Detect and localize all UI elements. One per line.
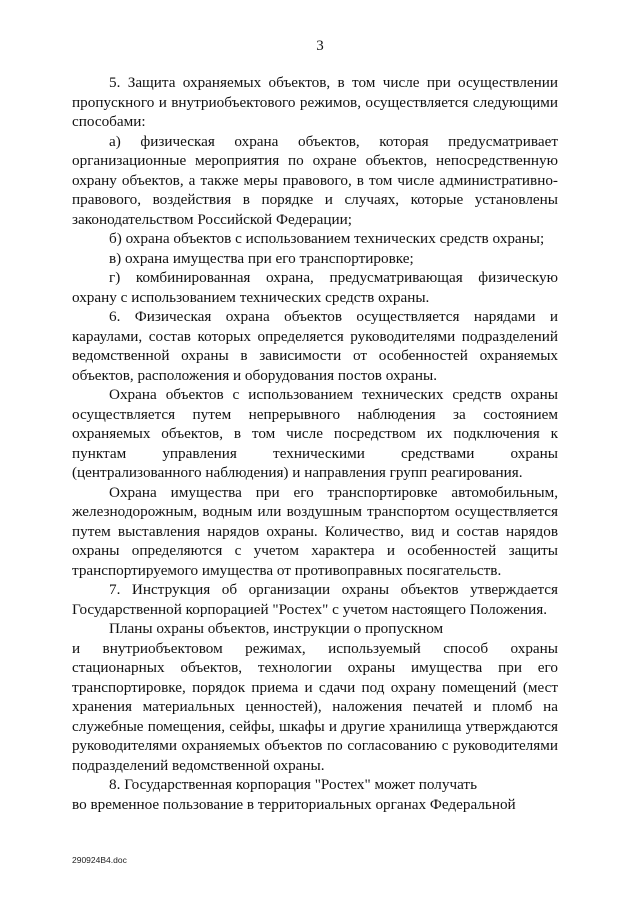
page-number: 3 <box>316 38 324 54</box>
document-file-code: 290924B4.doc <box>72 855 127 865</box>
paragraph-5b: б) охрана объектов с использованием технических средств охраны; <box>109 230 545 247</box>
paragraph-6-transport: Охрана имущества при его транспортировке автомобильным, железнодорожным, водным или воздушным транспортом осуществляется путем выставления нарядов охраны. Количество, вид и состав нарядов охраны определяются с учетом характера и особенностей защиты транспортируемого имущества от противоправных посягательств. <box>72 483 558 579</box>
paragraph-7: 7. Инструкция об организации охраны объектов утверждается Государственной корпорацией "Ростех" с учетом настоящего Положения. <box>72 581 558 618</box>
paragraph-5-intro: 5. Защита охраняемых объектов, в том числе при осуществлении пропускного и внутриобъектового режимов, осуществляется следующими способами: <box>72 74 558 130</box>
paragraph-6: 6. Физическая охрана объектов осуществляется нарядами и караулами, состав которых определяется руководителями подразделений ведомственной охраны в зависимости от особенностей охраняемых объектов, расположения и оборудования постов охраны. <box>72 308 558 384</box>
paragraph-5v: в) охрана имущества при его транспортировке; <box>109 249 414 267</box>
paragraph-7-plans: Планы охраны объектов, инструкции о пропускном и внутриобъектовом режимах, используемый способ охраны стационарных объектов, технологии охраны имущества при его транспортировке, порядок приема и сдачи под охрану помещений (мест хранения материальных ценностей), наложения печатей и пломб на служебные помещения, сейфы, шкафы и другие хранилища утверждаются руководителями охраняемых объектов по согласованию с руководителями подразделений ведомственной охраны. <box>72 620 558 774</box>
paragraph-5a: а) физическая охрана объектов, которая предусматривает организационные мероприятия по охране объектов, непосредственную охрану объектов, а также меры правового, в том числе административно-правового, воздействия в порядке и случаях, которые установлены законодательством Российской Федерации; <box>72 132 558 228</box>
document-body <box>72 73 558 814</box>
paragraph-8: 8. Государственная корпорация "Ростех" может получать во временное пользование в территориальных органах Федеральной <box>72 776 516 813</box>
paragraph-6-technical: Охрана объектов с использованием технических средств охраны осуществляется путем непрерывного наблюдения за состоянием охраняемых объектов, в том числе посредством их подключения к пунктам управления техническими средствами охраны (централизованного наблюдения) и направления групп реагирования. <box>72 386 558 481</box>
paragraph-5g: г) комбинированная охрана, предусматривающая физическую охрану с использованием технических средств охраны. <box>72 269 558 306</box>
